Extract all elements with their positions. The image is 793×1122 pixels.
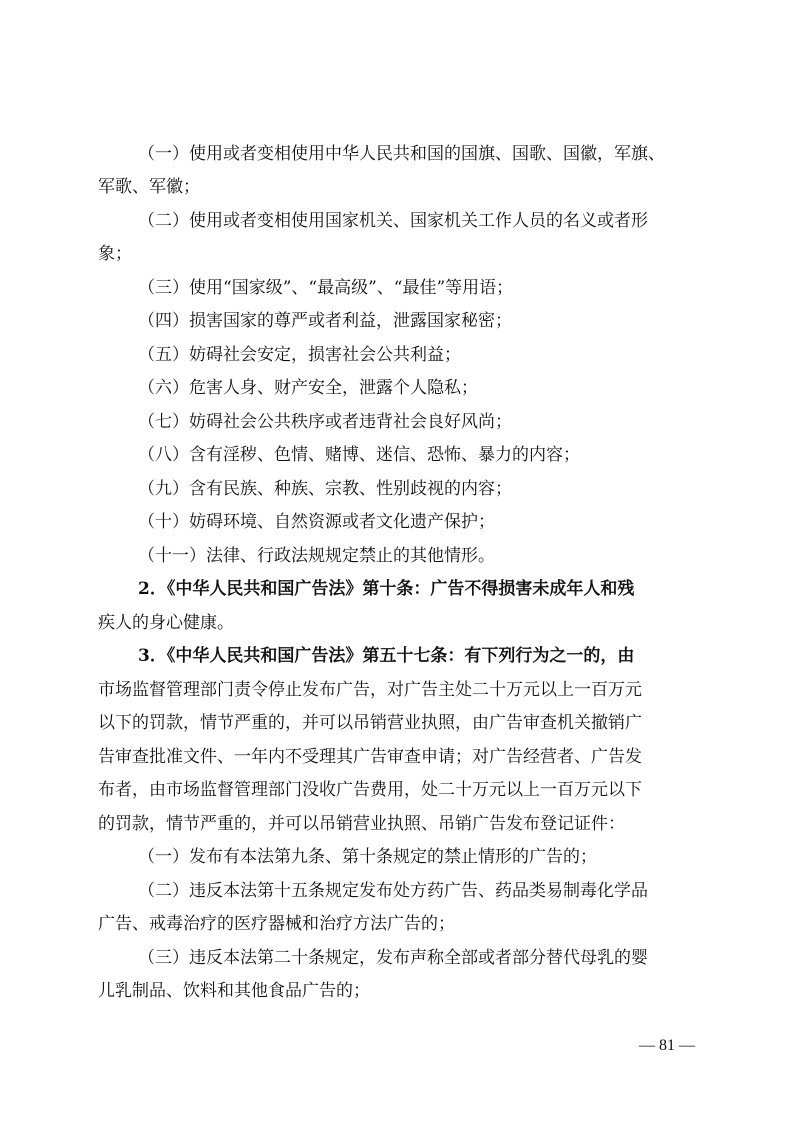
text-line: 广告、戒毒治疗的医疗器械和治疗方法广告的； <box>98 914 455 934</box>
text-line: （五）妨碍社会安定，损害社会公共利益； <box>138 345 461 365</box>
text-line: （九）含有民族、种族、宗教、性别歧视的内容； <box>138 479 512 499</box>
text-line: 疾人的身心健康。 <box>98 613 234 633</box>
text-line: 以下的罚款，情节严重的，并可以吊销营业执照，由广告审查机关撤销广 <box>98 713 642 733</box>
text-line: 3．《中华人民共和国广告法》第五十七条：有下列行为之一的，由 <box>138 646 635 666</box>
text-line: （八）含有淫秽、色情、赌博、迷信、恐怖、暴力的内容； <box>138 445 580 465</box>
text-line: （三）使用“国家级”、“最高级”、“最佳”等用语； <box>138 278 514 298</box>
text-line: 告审查批准文件、一年内不受理其广告审查申请；对广告经营者、广告发 <box>98 747 642 767</box>
text-line: （十）妨碍环境、自然资源或者文化遗产保护； <box>138 512 495 532</box>
text-line: （四）损害国家的尊严或者利益，泄露国家秘密； <box>138 311 512 331</box>
text-line: 布者，由市场监督管理部门没收广告费用，处二十万元以上一百万元以下 <box>98 780 642 800</box>
text-line: 2．《中华人民共和国广告法》第十条：广告不得损害未成年人和残 <box>138 579 635 599</box>
text-line: （一）使用或者变相使用中华人民共和国的国旗、国歌、国徽，军旗、 <box>138 144 665 164</box>
text-line: （二）使用或者变相使用国家机关、国家机关工作人员的名义或者形 <box>138 211 648 231</box>
text-line: 市场监督管理部门责令停止发布广告，对广告主处二十万元以上一百万元 <box>98 680 642 700</box>
text-line: （二）违反本法第十五条规定发布处方药广告、药品类易制毒化学品 <box>138 881 648 901</box>
text-line: （七）妨碍社会公共秩序或者违背社会良好风尚； <box>138 412 512 432</box>
text-line: 军歌、军徽； <box>98 177 200 197</box>
text-line: （三）违反本法第二十条规定，发布声称全部或者部分替代母乳的婴 <box>138 948 648 968</box>
text-line: 的罚款，情节严重的，并可以吊销营业执照、吊销广告发布登记证件： <box>98 814 625 834</box>
text-line: 儿乳制品、饮料和其他食品广告的； <box>98 981 370 1001</box>
text-line: （十一）法律、行政法规规定禁止的其他情形。 <box>138 546 495 566</box>
text-line: （六）危害人身、财产安全，泄露个人隐私； <box>138 378 478 398</box>
text-line: （一）发布有本法第九条、第十条规定的禁止情形的广告的； <box>138 847 597 867</box>
text-line: 象； <box>98 244 132 264</box>
page-number: — 81 — <box>639 1037 695 1054</box>
